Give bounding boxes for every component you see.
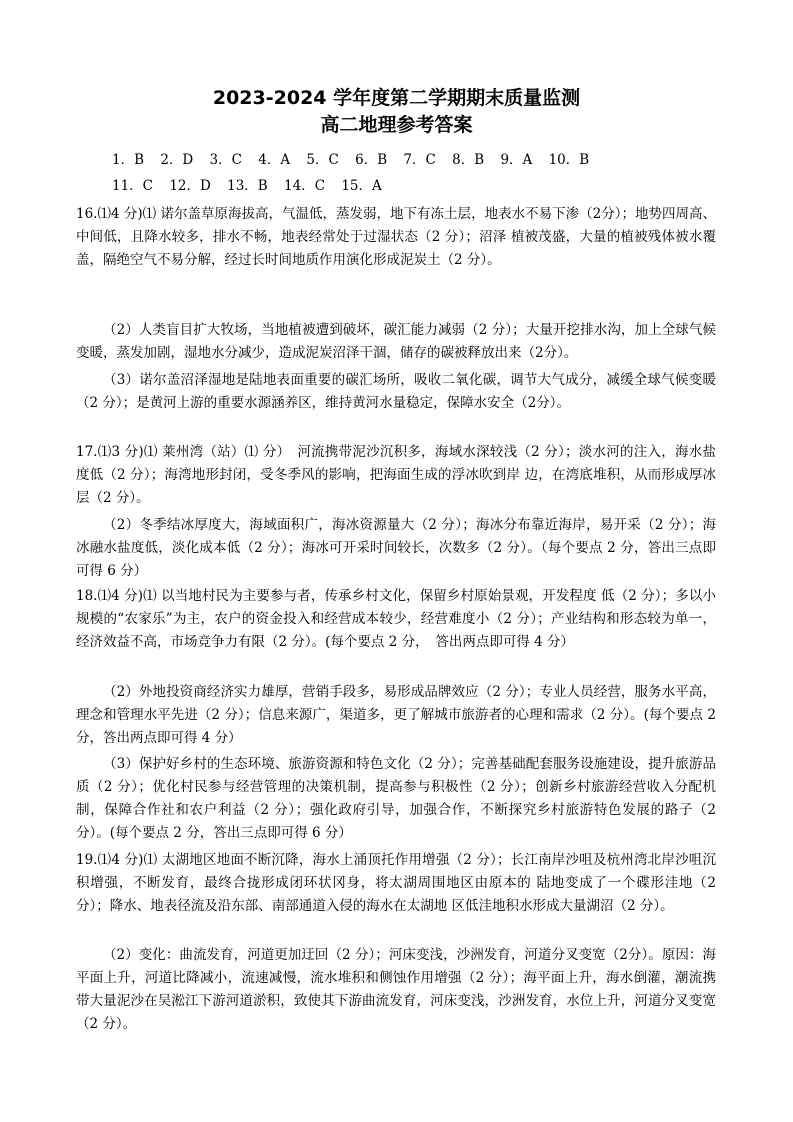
answer-17-part-1: 17.⑴3 分)⑴ 莱州湾（站）⑴ 分） 河流携带泥沙沉积多，海域水深较浅（2 分）；淡水河的注入，海水盐度低（2 分）；海湾地形封闭，受冬季风的影响，把海面生成的浮冰吹到岸 边，在湾底堆积，从而形成厚冰层（2 分）。 [76,444,716,506]
document-title: 2023-2024 学年度第二学期期末质量监测 [212,87,581,109]
mc-answer: 6．B [355,152,388,168]
answer-16-part-2: （2）人类盲目扩大牧场，当地植被遭到破坏，碳汇能力减弱（2 分）；大量开挖排水沟，加上全球气候变暖，蒸发加剧，湿地水分减少，造成泥炭沼泽干涸，储存的碳被释放出来（2分）。 [76,322,716,361]
mc-answer: 9．A [500,152,533,168]
answer-17-part-2: （2）冬季结冰厚度大，海域面积广，海冰资源量大（2 分）；海冰分布靠近海岸，易开采（2 分）；海冰融水盐度低，淡化成本低（2 分）；海冰可开采时间较长，次数多（2 分）。（每个要点 2 分，答出三点即可得 6 分） [76,517,716,579]
mc-answer: 11．C [112,178,154,194]
mc-answer: 12．D [169,178,211,194]
mc-answer: 1．B [112,152,145,168]
mc-answer: 13．B [227,178,268,194]
answer-18-part-2: （2）外地投资商经济实力雄厚，营销手段多，易形成品牌效应（2 分）；专业人员经营，服务水平高，理念和管理水平先进（2 分）；信息来源广，渠道多，更了解城市旅游者的心理和需求（2 分）。(每个要点 2 分，答出两点即可得 4 分） [76,684,716,746]
answer-18-part-3: （3）保护好乡村的生态环境、旅游资源和特色文化（2 分）；完善基础配套服务设施建设，提升旅游品质（2 分）；优化村民参与经营管理的决策机制，提高参与积极性（2 分）；创新乡村旅游经营收入分配机制，保障合作社和农户利益（2 分）；强化政府引导，加强合作，不断探究乡村旅游特色发展的路子（2 分）。(每个要点 2 分，答出三点即可得 6 分） [76,756,716,841]
answer-18-part-1: 18.⑴4 分)⑴ 以当地村民为主要参与者，传承乡村文化，保留乡村原始景观，开发程度 低（2 分）；多以小规模的“农家乐”为主，农户的资金投入和经营成本较少，经营难度小（2 分）；产业结构和形态较为单一，经济效益不高，市场竞争力有限（2 分）。(每个要点 2 分， 答出两点即可得 4 分） [76,588,716,650]
answer-19-part-1: 19.⑴4 分)⑴ 太湖地区地面不断沉降，海水上涌顶托作用增强（2 分）；长江南岸沙咀及杭州湾北岸沙咀沉积增强，不断发育，最终合拢形成闭环状冈身，将太湖周围地区由原本的 陆地变成了一个碟形洼地（2 分）；降水、地表径流及沿东部、南部通道入侵的海水在太湖地 区低洼地积水形成大量湖沼（2 分）。 [76,852,716,914]
mc-answer: 3．C [209,152,242,168]
mc-answer: 8．B [452,152,485,168]
answer-19-part-2: （2）变化：曲流发育，河道更加迂回（2 分）；河床变浅，沙洲发育，河道分叉变宽（2分）。原因：海平面上升，河道比降减小，流速减慢，流水堆积和侧蚀作用增强（2 分）；海平面上升，海水倒灌，潮流携带大量泥沙在吴淞江下游河道淤积，致使其下游曲流发育，河床变浅，沙洲发育，水位上升，河道分叉变宽（2 分）。 [76,947,716,1032]
mc-answer: 4．A [258,152,291,168]
multiple-choice-row-1 [112,150,601,170]
mc-answer: 15．A [341,178,382,194]
multiple-choice-row-2 [112,176,394,196]
document-subtitle: 高二地理参考答案 [320,114,473,136]
answer-16-part-3: （3）诺尔盖沼泽湿地是陆地表面重要的碳汇场所，吸收二氧化碳，调节大气成分，减缓全球气候变暖（2 分）；是黄河上游的重要水源涵养区，维持黄河水量稳定，保障水安全（2分）。 [76,372,716,411]
mc-answer: 14．C [284,178,326,194]
mc-answer: 5．C [306,152,339,168]
mc-answer: 2．D [160,152,194,168]
mc-answer: 10．B [548,152,590,168]
mc-answer: 7．C [403,152,436,168]
answer-16-part-1: 16.⑴4 分)⑴ 诺尔盖草原海拔高，气温低，蒸发弱，地下有冻土层，地表水不易下渗（2分）；地势四周高、中间低，且降水较多，排水不畅，地表经常处于过湿状态（2 分）；沼泽 植被茂盛，大量的植被残体被水覆盖，隔绝空气不易分解，经过长时间地质作用演化形成泥炭土（2 分）。 [76,206,716,268]
